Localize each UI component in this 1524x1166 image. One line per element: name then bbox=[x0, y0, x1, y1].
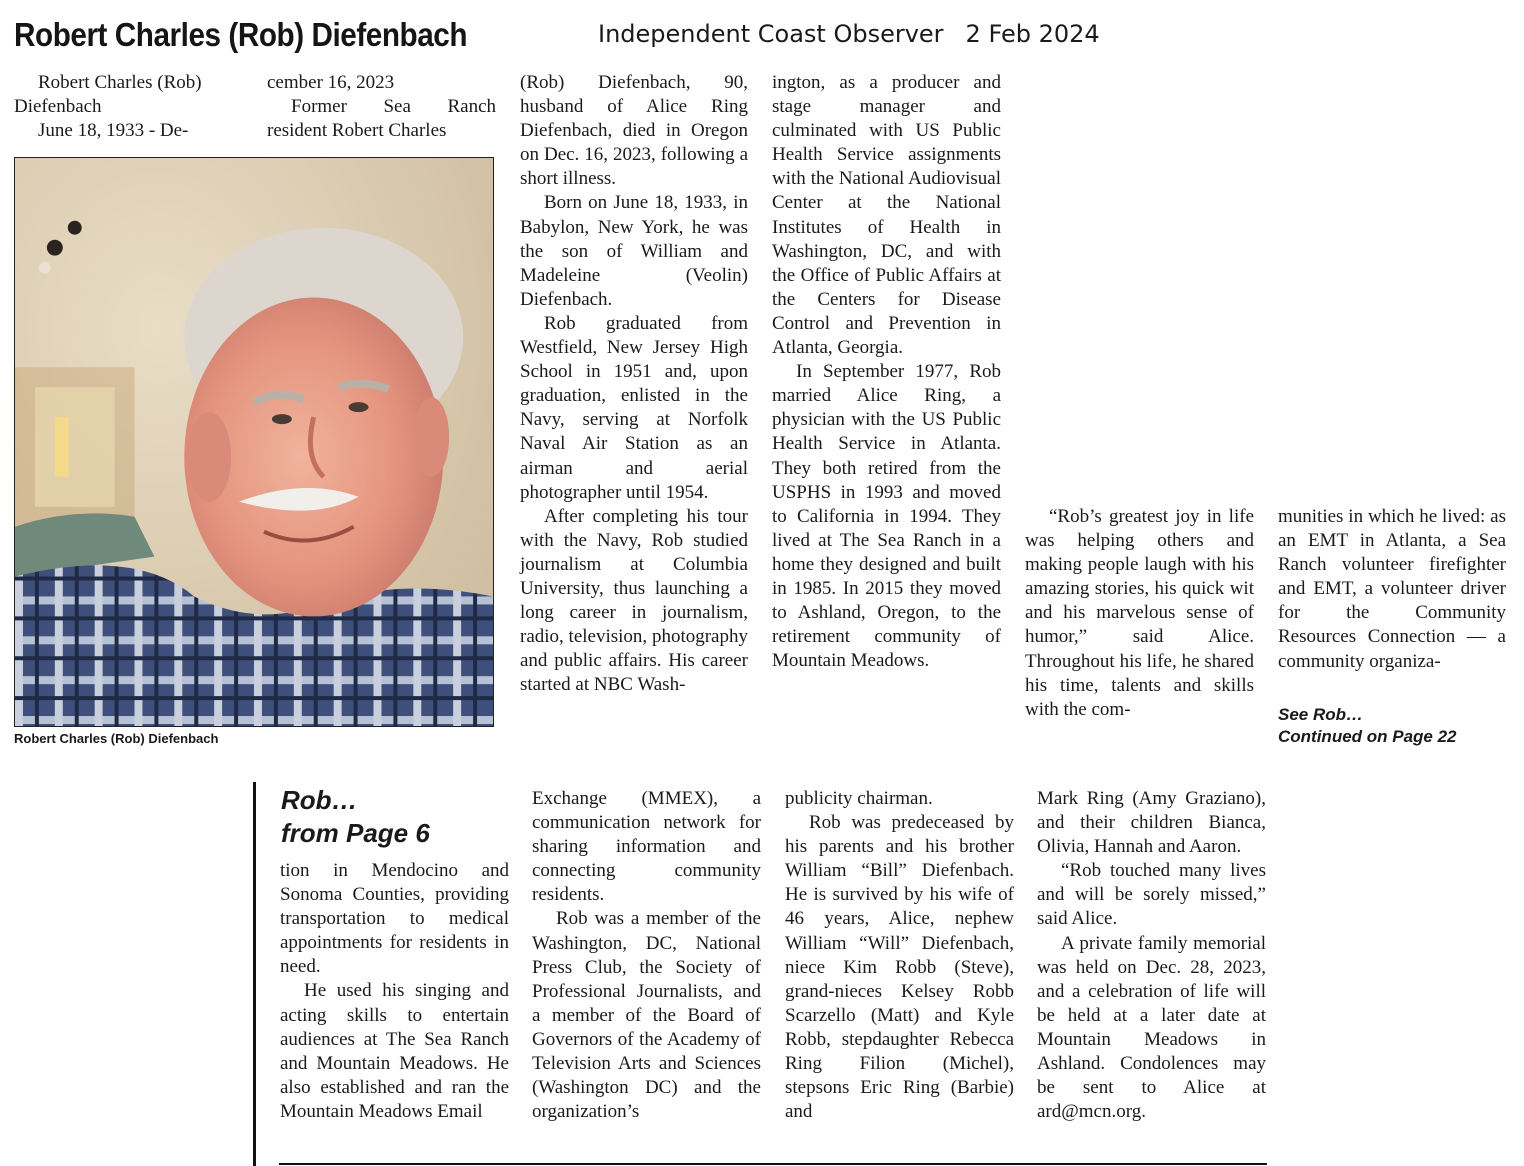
paragraph: Rob was predeceased by his parents and his brother William “Bill” Diefenbach. He is survived by his wife of 46 years, Alice, nephew William “Will” Diefenbach, niece Kim Robb (Steve), grand-nieces Kelsey Robb Scarzello (Matt) and Kyle Robb, stepdaughter Rebecca Ring Filion (Michel), stepsons Eric Ring (Barbie) and bbox=[785, 812, 1014, 1123]
publication-date: 2 Feb 2024 bbox=[965, 20, 1100, 48]
opening-paragraph: Former Sea Ranch resident Robert Charles bbox=[267, 96, 496, 142]
article-column-2 bbox=[267, 71, 496, 143]
obituary-headline: Robert Charles (Rob) Diefenbach bbox=[14, 16, 468, 53]
continuation-note bbox=[1278, 704, 1457, 748]
jump-kicker bbox=[281, 784, 430, 850]
paragraph: (Rob) Diefenbach, 90, husband of Alice Ring Diefenbach, died in Oregon on Dec. 16, 2023, following a short illness. bbox=[520, 72, 748, 190]
jump-column-3 bbox=[785, 787, 1014, 1124]
paragraph: After completing his tour with the Navy, Rob studied journalism at Columbia University, thus launching a long career in journalism, radio, television, photography and public affairs. His career started at NBC Wash- bbox=[520, 505, 748, 696]
portrait-image bbox=[15, 158, 493, 726]
paragraph: Exchange (MMEX), a communication network for sharing information and connecting community residents. bbox=[532, 788, 761, 906]
continued-on-page-link[interactable]: Continued on Page 22 bbox=[1278, 727, 1457, 746]
portrait-photo bbox=[14, 157, 494, 727]
article-column-6 bbox=[1278, 505, 1506, 674]
name-line-2: Diefenbach bbox=[14, 96, 102, 118]
jump-kicker-from-page[interactable]: from Page 6 bbox=[281, 818, 430, 848]
article-column-4 bbox=[772, 71, 1001, 673]
article-column-3 bbox=[520, 71, 748, 697]
dates-line: June 18, 1933 - De- bbox=[38, 120, 189, 142]
paragraph: In September 1977, Rob married Alice Ring, a physician with the US Public Health Service in Atlanta. They both retired from the USPHS in 1993 and moved to California in 1994. They lived at The Sea Ranch in a home they designed and built in 1985. In 2015 they moved to Ashland, Oregon, to the retirement community of Mountain Meadows. bbox=[772, 361, 1001, 672]
publication-line bbox=[598, 20, 1100, 48]
article-column-5 bbox=[1025, 505, 1254, 722]
publication-name: Independent Coast Observer bbox=[598, 20, 944, 48]
paragraph: Born on June 18, 1933, in Babylon, New York, he was the son of William and Madeleine (Veolin) Diefenbach. bbox=[520, 192, 748, 310]
paragraph: Mark Ring (Amy Graziano), and their children Bianca, Olivia, Hannah and Aaron. bbox=[1037, 788, 1266, 858]
dates-line-continued: cember 16, 2023 bbox=[267, 72, 395, 93]
paragraph: A private family memorial was held on Dec. 28, 2023, and a celebration of life will be held at a later date at Mountain Meadows in Ashland. Condolences may be sent to Alice at ard@mcn.org. bbox=[1037, 932, 1266, 1123]
jump-column-2 bbox=[532, 787, 761, 1124]
jump-column-1 bbox=[280, 859, 509, 1124]
section-rule-vertical bbox=[253, 782, 256, 1166]
paragraph: ington, as a producer and stage manager and culminated with US Public Health Service assignments with the National Audiovisual Center at the National Institutes of Health in Washington, DC, and with the Office of Public Affairs at the Centers for Disease Control and Prevention in Atlanta, Georgia. bbox=[772, 72, 1001, 359]
paragraph: Rob was a member of the Washington, DC, National Press Club, the Society of Professional Journalists, and a member of the Board of Governors of the Academy of Television Arts and Sciences (Washington DC) and the organization’s bbox=[532, 908, 761, 1123]
paragraph: tion in Mendocino and Sonoma Counties, providing transportation to medical appointments for residents in need. bbox=[280, 860, 509, 978]
photo-caption: Robert Charles (Rob) Diefenbach bbox=[14, 731, 219, 746]
name-line: Robert Charles (Rob) bbox=[38, 72, 202, 93]
jump-kicker-title: Rob… bbox=[281, 785, 358, 815]
paragraph: publicity chairman. bbox=[785, 788, 933, 809]
paragraph: Rob graduated from Westfield, New Jersey High School in 1951 and, upon graduation, enlisted in the Navy, serving at Norfolk Naval Air Station as an airman and aerial photographer until 1954. bbox=[520, 312, 748, 503]
paragraph: He used his singing and acting skills to entertain audiences at The Sea Ranch and Mountain Meadows. He also established and ran the Mountain Meadows Email bbox=[280, 980, 509, 1122]
see-rob-label: See Rob… bbox=[1278, 705, 1364, 724]
section-rule-bottom bbox=[279, 1163, 1267, 1165]
paragraph: “Rob’s greatest joy in life was helping others and making people laugh with his amazing stories, his quick wit and his marvelous sense of humor,” said Alice. Throughout his life, he shared his time, talents and skills with the com- bbox=[1025, 506, 1254, 720]
paragraph: munities in which he lived: as an EMT in Atlanta, a Sea Ranch volunteer firefighter and EMT, a volunteer driver for the Community Resources Connection — a community organiza- bbox=[1278, 506, 1506, 672]
paragraph: “Rob touched many lives and will be sorely missed,” said Alice. bbox=[1037, 860, 1266, 930]
jump-column-4 bbox=[1037, 787, 1266, 1124]
article-column-1 bbox=[14, 71, 244, 143]
